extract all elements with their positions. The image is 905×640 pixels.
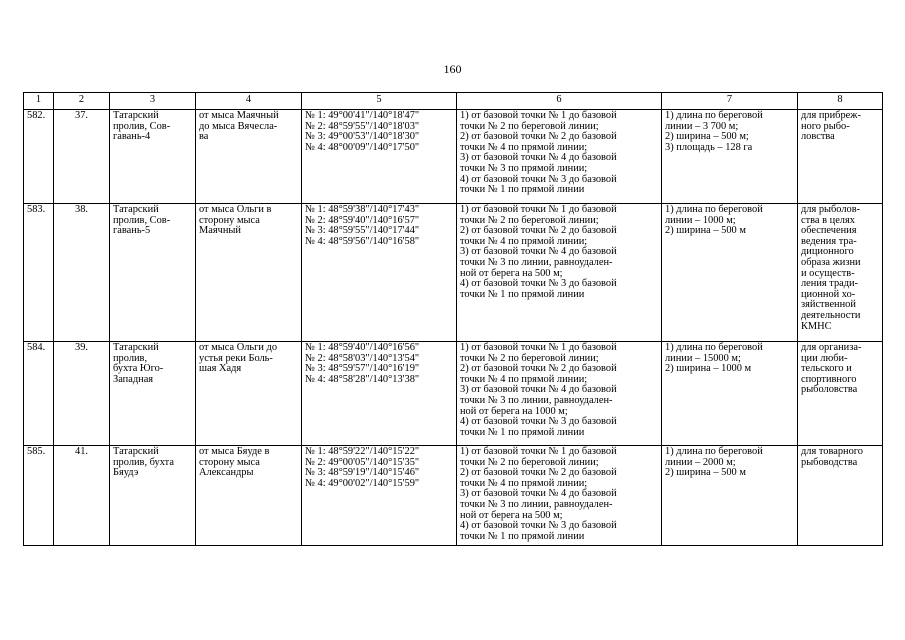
page-number: 160 [443, 62, 462, 76]
boundary-description: 1) от базовой точки № 1 до базовой точки № 2 по береговой линии; 2) от базовой точки № 2 до базовой точки № 4 по прямой линии; 3) от базовой точки № 4 до базовой точки № 3 по линии, равноудален- ной от берега на 500 м; 4) от базовой точки № 3 до базовой точки № 1 по прямой линии [457, 204, 662, 342]
area-name: Татарский пролив, Сов- гавань-4 [110, 110, 196, 204]
column-header: 7 [662, 93, 798, 110]
coordinate-point: № 4: 48°58'28"/140°13'38" [305, 373, 420, 385]
area-name: Татарский пролив, бухта Бяудэ [110, 446, 196, 546]
coordinates-cell [302, 446, 457, 546]
row-subnumber: 39. [54, 342, 110, 446]
row-number: 585. [24, 446, 54, 546]
column-header: 8 [798, 93, 883, 110]
coordinate-point: № 2: 48°58'03"/140°13'54" [305, 352, 420, 364]
coordinates-cell [302, 110, 457, 204]
area-boundaries: от мыса Ольги до устья реки Боль- шая Хадя [196, 342, 302, 446]
column-header: 1 [24, 93, 54, 110]
table-row [24, 110, 883, 204]
coordinate-point: № 4: 49°00'02"/140°15'59" [305, 477, 420, 489]
area-size: 1) длина по береговой линии – 1000 м; 2) ширина – 500 м [662, 204, 798, 342]
coordinate-point: № 2: 49°00'05"/140°15'35" [305, 456, 420, 468]
boundary-description: 1) от базовой точки № 1 до базовой точки № 2 по береговой линии; 2) от базовой точки № 2 до базовой точки № 4 по прямой линии; 3) от базовой точки № 4 до базовой точки № 3 по линии, равноудален- ной от берега на 500 м; 4) от базовой точки № 3 до базовой точки № 1 по прямой линии [457, 446, 662, 546]
row-subnumber: 41. [54, 446, 110, 546]
column-header: 2 [54, 93, 110, 110]
area-boundaries: от мыса Ольги в сторону мыса Маячный [196, 204, 302, 342]
coordinates-cell [302, 342, 457, 446]
row-number: 582. [24, 110, 54, 204]
table-row [24, 204, 883, 342]
area-size: 1) длина по береговой линии – 3 700 м; 2) ширина – 500 м; 3) площадь – 128 га [662, 110, 798, 204]
table-header-row [24, 93, 883, 110]
area-purpose: для прибреж- ного рыбо- ловства [798, 110, 883, 204]
coordinate-point: № 1: 48°59'40"/140°16'56" [305, 342, 420, 353]
area-purpose: для рыболов- ства в целях обеспечения ведения тра- диционного образа жизни и осуществ- ления тради- ционной хо- зяйственной деятельности КМНС [798, 204, 883, 342]
column-header: 5 [302, 93, 457, 110]
area-purpose: для товарного рыбоводства [798, 446, 883, 546]
boundary-description: 1) от базовой точки № 1 до базовой точки № 2 по береговой линии; 2) от базовой точки № 2 до базовой точки № 4 по прямой линии; 3) от базовой точки № 4 до базовой точки № 3 по прямой линии; 4) от базовой точки № 3 до базовой точки № 1 по прямой линии [457, 110, 662, 204]
coordinate-point: № 2: 48°59'55"/140°18'03" [305, 120, 420, 132]
coordinate-point: № 3: 49°00'53"/140°18'30" [305, 131, 420, 143]
row-subnumber: 37. [54, 110, 110, 204]
column-header: 4 [196, 93, 302, 110]
coordinate-point: № 4: 48°59'56"/140°16'58" [305, 235, 420, 247]
coordinate-point: № 3: 48°59'19"/140°15'46" [305, 467, 420, 479]
column-header: 3 [110, 93, 196, 110]
boundary-description: 1) от базовой точки № 1 до базовой точки № 2 по береговой линии; 2) от базовой точки № 2 до базовой точки № 4 по прямой линии; 3) от базовой точки № 4 до базовой точки № 3 по линии, равноудален- ной от берега на 1000 м; 4) от базовой точки № 3 до базовой точки № 1 по прямой линии [457, 342, 662, 446]
coordinate-point: № 1: 48°59'22"/140°15'22" [305, 446, 420, 457]
column-header: 6 [457, 93, 662, 110]
area-size: 1) длина по береговой линии – 2000 м; 2) ширина – 500 м [662, 446, 798, 546]
area-boundaries: от мыса Маячный до мыса Вячесла- ва [196, 110, 302, 204]
area-boundaries: от мыса Бяуде в сторону мыса Александры [196, 446, 302, 546]
coordinate-point: № 2: 48°59'40"/140°16'57" [305, 214, 420, 226]
table-row [24, 342, 883, 446]
coordinate-point: № 4: 48°00'09"/140°17'50" [305, 141, 420, 153]
coordinates-cell [302, 204, 457, 342]
row-subnumber: 38. [54, 204, 110, 342]
area-name: Татарский пролив, Сов- гавань-5 [110, 204, 196, 342]
coordinate-point: № 3: 48°59'55"/140°17'44" [305, 225, 420, 237]
fishing-areas-table [23, 92, 883, 546]
area-name: Татарский пролив, бухта Юго- Западная [110, 342, 196, 446]
area-size: 1) длина по береговой линии – 15000 м; 2) ширина – 1000 м [662, 342, 798, 446]
coordinate-point: № 1: 49°00'41"/140°18'47" [305, 110, 420, 121]
row-number: 583. [24, 204, 54, 342]
coordinate-point: № 3: 48°59'57"/140°16'19" [305, 363, 420, 375]
coordinate-point: № 1: 48°59'38"/140°17'43" [305, 204, 420, 215]
area-purpose: для организа- ции люби- тельского и спортивного рыболовства [798, 342, 883, 446]
row-number: 584. [24, 342, 54, 446]
table-row [24, 446, 883, 546]
